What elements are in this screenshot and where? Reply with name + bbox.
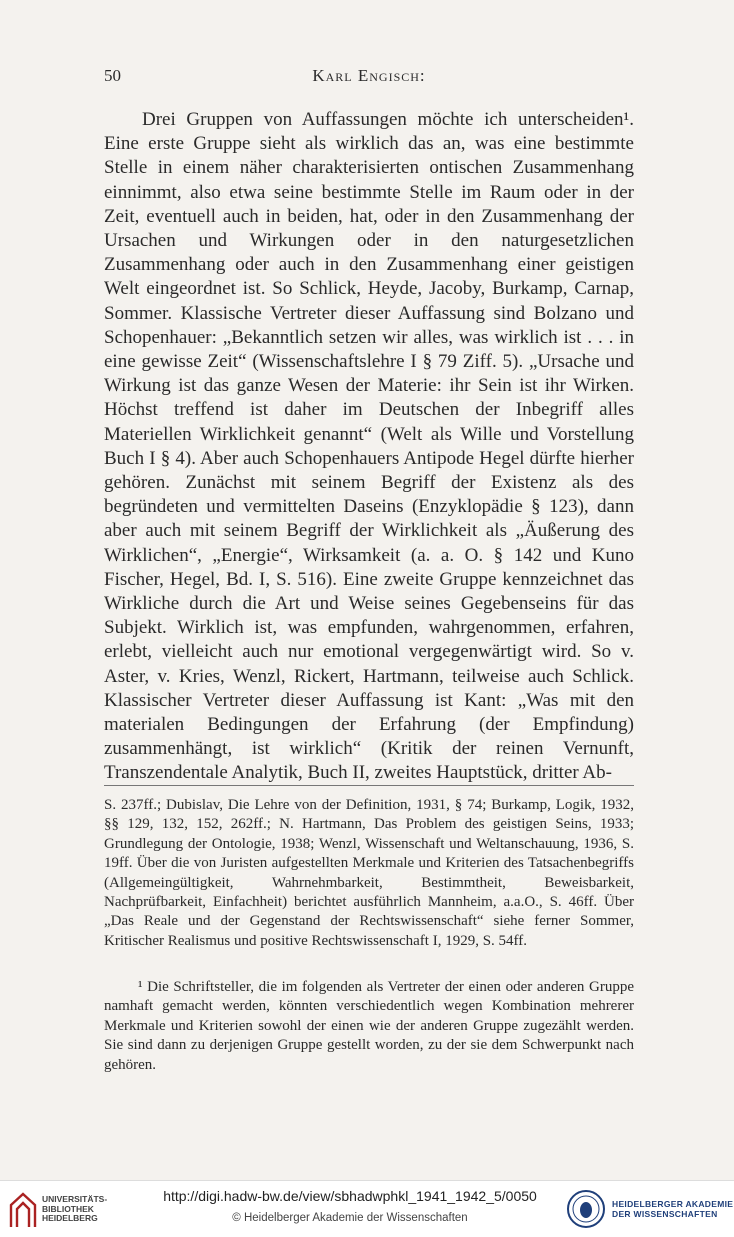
permalink-url[interactable]: http://digi.hadw-bw.de/view/sbhadwphkl_1941_1942_5/0050 xyxy=(163,1188,537,1204)
university-library-logo-text: UNIVERSITÄTS- BIBLIOTHEK HEIDELBERG xyxy=(42,1194,108,1223)
running-title: Karl Engisch: xyxy=(312,66,426,85)
running-header xyxy=(104,66,634,92)
body-text xyxy=(104,108,634,786)
footnote-divider xyxy=(104,785,634,786)
footnote-continued xyxy=(104,796,634,951)
footnote-1 xyxy=(104,978,634,1075)
academy-logo-text: HEIDELBERGER AKADEMIE DER WISSENSCHAFTEN xyxy=(612,1199,734,1219)
footnote-1-text: ¹ Die Schriftsteller, die im folgenden als Vertreter der einen oder anderen Gruppe namhaft gemacht werden, könnten verschiedentlich wegen Kombination mehrerer Merkmale und Kriterien sowohl der einen wie der anderen Gruppe zugezählt werden. Sie sind dann zu derjenigen Gruppe gestellt worden, zu der sie dem Schwerpunkt nach gehören. xyxy=(104,979,634,1073)
academy-seal-icon xyxy=(566,1189,606,1229)
university-library-logo-icon xyxy=(8,1191,38,1229)
viewer-footer xyxy=(0,1180,734,1237)
page-number: 50 xyxy=(104,66,121,85)
main-paragraph: Drei Gruppen von Auffassungen möchte ich unterscheiden¹. Eine erste Gruppe sieht als wirklich das an, was eine bestimmte Stelle in einem näher charakterisierten ontischen Zusammenhang einnimmt, also etwa seine bestimmte Stelle im Raum oder in der Zeit, eventuell auch in beiden, hat, oder in den Zusammenhang der Ursachen und Wirkungen oder in den naturgesetzlichen Zusammenhang oder auch in den Zusammenhang einer geistigen Welt eingeordnet ist. So Schlick, Heyde, Jacoby, Burkamp, Carnap, Sommer. Klassische Vertreter dieser Auffassung sind Bolzano und Schopenhauer: „Bekanntlich setzen wir alles, was wirklich ist . . . in eine gewisse Zeit“ (Wissenschaftslehre I § 79 Ziff. 5). „Ursache und Wirkung ist das ganze Wesen der Materie: ihr Sein ist ihr Wirken. Höchst treffend ist daher im Deutschen der Inbegriff alles Materiellen Wirklichkeit genannt“ (Welt als Wille und Vorstellung Buch I § 4). Aber auch Schopenhauers Antipode Hegel dürfte hierher gehören. Zunächst mit seinem Begriff der Existenz als des begründeten und vermittelten Daseins (Enzyklopädie § 123), dann aber auch mit seinem Begriff der Wirklichkeit als „Äußerung des Wirklichen“, „Energie“, Wirksamkeit (a. a. O. § 142 und Kuno Fischer, Hegel, Bd. I, S. 516). Eine zweite Gruppe kennzeichnet das Wirkliche durch die Art und Weise seines Gegebenseins für das Subjekt. Wirklich ist, was empfunden, wahrgenommen, erfahren, erlebt, vielleicht auch nur emotional vergegenwärtigt wird. So v. Aster, v. Kries, Wenzl, Rickert, Hartmann, teilweise auch Schlick. Klassischer Vertreter dieser Auffassung ist Kant: „Was mit den materialen Bedingungen der Erfahrung (der Empfindung) zusammenhängt, ist wirklich“ (Kritik der reinen Vernunft, Transzendentale Analytik, Buch II, zweites Hauptstück, dritter Ab- xyxy=(104,109,634,784)
copyright-notice: © Heidelberger Akademie der Wissenschaften xyxy=(232,1212,468,1224)
footnote-continued-text: S. 237ff.; Dubislav, Die Lehre von der Definition, 1931, § 74; Burkamp, Logik, 1932, §§ 129, 132, 152, 262ff.; N. Hartmann, Das Problem des geistigen Seins, 1933; Grundlegung der Ontologie, 1938; Wenzl, Wissenschaft und Weltanschauung, 1936, S. 19ff. Über die von Juristen aufgestellten Merkmale und Kriterien des Tatsachenbegriffs (Allgemeingültigkeit, Wahrnehmbarkeit, Bestimmtheit, Beweisbarkeit, Nachprüfbarkeit, Einfachheit) berichtet ausführlich Mannheim, a.a.O., S. 46ff. Über „Das Reale und der Gegenstand der Rechtswissenschaft“ siehe ferner Sommer, Kritischer Realismus und positive Rechtswissenschaft I, 1929, S. 54ff. xyxy=(104,797,634,949)
